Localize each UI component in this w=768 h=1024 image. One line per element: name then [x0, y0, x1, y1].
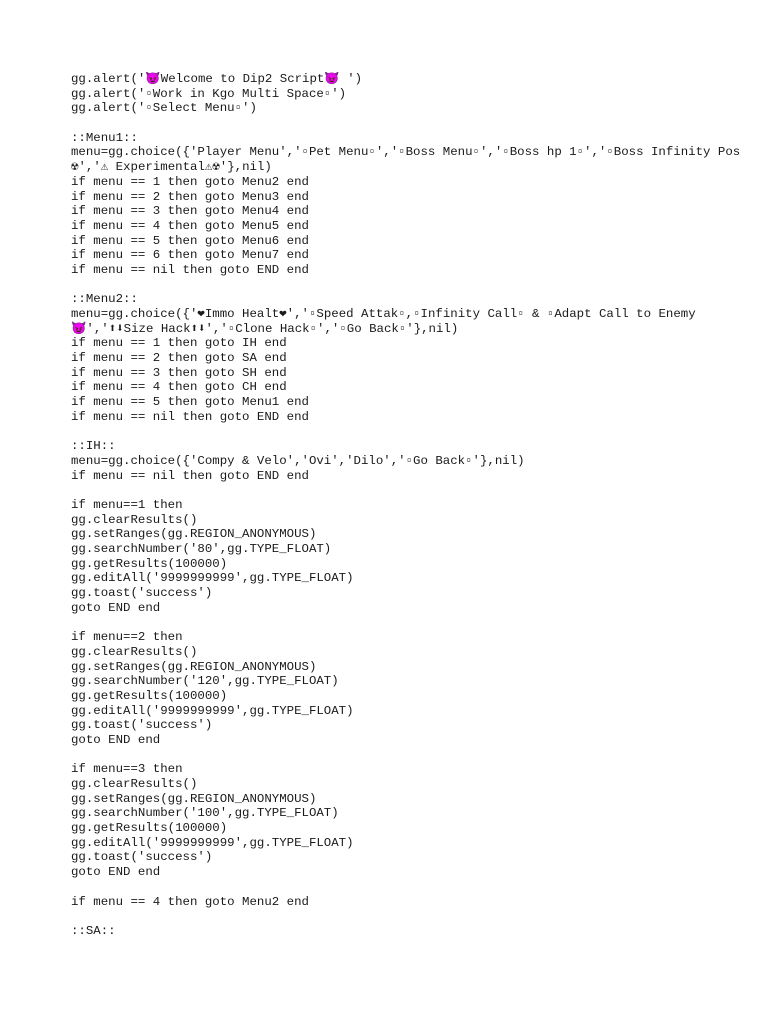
- code-line: gg.alert('▫Select Menu▫'): [71, 101, 257, 116]
- code-line: gg.searchNumber('120',gg.TYPE_FLOAT): [71, 674, 339, 689]
- code-line: gg.getResults(100000): [71, 556, 228, 571]
- code-line: gg.editAll('9999999999',gg.TYPE_FLOAT): [71, 835, 354, 850]
- code-line: if menu == 1 then goto Menu2 end: [71, 174, 309, 189]
- code-line: if menu == 3 then goto SH end: [71, 365, 287, 380]
- code-line: gg.searchNumber('100',gg.TYPE_FLOAT): [71, 806, 339, 821]
- script-code-block: [71, 72, 761, 939]
- code-line: if menu == 5 then goto Menu6 end: [71, 233, 309, 248]
- code-line: ::IH::: [71, 439, 116, 454]
- blank-line: [71, 748, 761, 763]
- blank-line: [71, 615, 761, 630]
- code-line: goto END end: [71, 865, 161, 880]
- code-line: ::Menu1::: [71, 130, 138, 145]
- code-line: gg.getResults(100000): [71, 821, 228, 836]
- code-line: gg.toast('success'): [71, 718, 213, 733]
- code-line: if menu==2 then: [71, 630, 183, 645]
- code-line: menu=gg.choice({'Player Menu','▫Pet Menu▫','▫Boss Menu▫','▫Boss hp 1▫','▫Boss Infinity Pos: [71, 145, 741, 160]
- code-line: menu=gg.choice({'Compy & Velo','Ovi','Dilo','▫Go Back▫'},nil): [71, 453, 525, 468]
- code-line: gg.toast('success'): [71, 586, 213, 601]
- code-line: menu=gg.choice({'❤Immo Healt❤','▫Speed Attak▫,▫Infinity Call▫ & ▫Adapt Call to Enemy: [71, 307, 696, 321]
- code-line: gg.setRanges(gg.REGION_ANONYMOUS): [71, 527, 317, 542]
- blank-line: [71, 278, 761, 293]
- code-line: ::Menu2::: [71, 292, 138, 307]
- code-line: 😈','⬆⬇Size Hack⬆⬇','▫Clone Hack▫','▫Go Back▫'},nil): [71, 321, 459, 336]
- code-line: gg.clearResults(): [71, 512, 198, 527]
- code-line: gg.editAll('9999999999',gg.TYPE_FLOAT): [71, 571, 354, 586]
- code-line: if menu == 1 then goto IH end: [71, 336, 287, 351]
- code-line: if menu == nil then goto END end: [71, 262, 309, 277]
- code-line: gg.getResults(100000): [71, 688, 228, 703]
- code-line: gg.clearResults(): [71, 777, 198, 791]
- blank-line: [71, 483, 761, 498]
- code-line: if menu == nil then goto END end: [71, 409, 309, 424]
- code-line: goto END end: [71, 600, 161, 615]
- blank-line: [71, 425, 761, 440]
- code-line: if menu == 3 then goto Menu4 end: [71, 204, 309, 219]
- code-line: gg.setRanges(gg.REGION_ANONYMOUS): [71, 791, 317, 806]
- code-line: if menu == nil then goto END end: [71, 468, 309, 483]
- code-line: gg.editAll('9999999999',gg.TYPE_FLOAT): [71, 703, 354, 718]
- code-line: if menu == 4 then goto Menu2 end: [71, 894, 309, 909]
- code-line: ☢','⚠ Experimental⚠☢'},nil): [71, 160, 272, 175]
- code-line: gg.alert('▫Work in Kgo Multi Space▫'): [71, 86, 347, 101]
- code-line: gg.setRanges(gg.REGION_ANONYMOUS): [71, 659, 317, 674]
- code-line: if menu == 5 then goto Menu1 end: [71, 395, 309, 410]
- code-line: if menu == 4 then goto Menu5 end: [71, 218, 309, 233]
- blank-line: [71, 880, 761, 895]
- blank-line: [71, 909, 761, 924]
- code-line: gg.toast('success'): [71, 850, 213, 865]
- code-line: if menu == 2 then goto Menu3 end: [71, 189, 309, 204]
- code-line: gg.searchNumber('80',gg.TYPE_FLOAT): [71, 542, 332, 556]
- code-line: if menu==3 then: [71, 762, 183, 777]
- code-line: gg.clearResults(): [71, 644, 198, 659]
- code-line: if menu == 4 then goto CH end: [71, 380, 287, 395]
- code-line: gg.alert('😈Welcome to Dip2 Script😈 '): [71, 72, 363, 86]
- code-line: goto END end: [71, 732, 161, 747]
- code-line: ::SA::: [71, 923, 116, 938]
- code-line: if menu==1 then: [71, 497, 183, 512]
- blank-line: [71, 116, 761, 131]
- code-line: if menu == 6 then goto Menu7 end: [71, 248, 309, 263]
- code-line: if menu == 2 then goto SA end: [71, 351, 287, 366]
